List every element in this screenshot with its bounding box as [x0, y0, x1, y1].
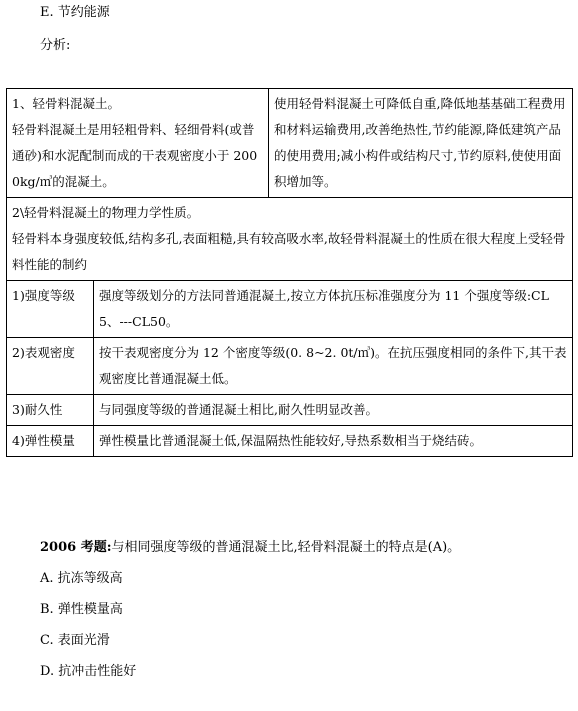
- property-label: 1)强度等级: [7, 281, 94, 338]
- answer-option-d: D. 抗冲击性能好: [40, 664, 137, 679]
- answer-option-b: B. 弹性模量高: [40, 602, 123, 617]
- analysis-table: [6, 88, 573, 457]
- section-1-body: 轻骨料混凝土是用轻粗骨料、轻细骨料(或普通砂)和水泥配制而成的干表观密度小于 2000kg/㎥的混凝土。: [12, 122, 258, 189]
- section-2-title: 2\轻骨料混凝土的物理力学性质。: [12, 205, 200, 220]
- question-line: [40, 540, 460, 556]
- answer-option-a: A. 抗冻等级高: [40, 571, 123, 586]
- question-prefix: 2006 考题:: [40, 540, 112, 555]
- property-label: 3)耐久性: [7, 395, 94, 426]
- section-1-title: 1、轻骨料混凝土。: [12, 96, 120, 111]
- physical-properties-cell: [7, 198, 573, 281]
- property-label: 2)表观密度: [7, 338, 94, 395]
- property-description: 与同强度等级的普通混凝土相比,耐久性明显改善。: [94, 395, 573, 426]
- table-row: [7, 198, 573, 281]
- property-label: 4)弹性模量: [7, 426, 94, 457]
- section-2-body: 轻骨料本身强度较低,结构多孔,表面粗糙,具有较高吸水率,故轻骨料混凝土的性质在很大程度上受轻骨料性能的制约: [12, 231, 566, 272]
- table-row: [7, 281, 573, 338]
- property-description: 强度等级划分的方法同普通混凝土,按立方体抗压标准强度分为 11 个强度等级:CL5、---CL50。: [94, 281, 573, 338]
- lightweight-concrete-benefits-cell: [269, 89, 573, 198]
- benefits-text: 使用轻骨料混凝土可降低自重,降低地基基础工程费用和材料运输费用,改善绝热性,节约能源,降低建筑产品的使用费用;减小构件或结构尺寸,节约原料,使使用面积增加等。: [274, 96, 566, 189]
- question-text: 与相同强度等级的普通混凝土比,轻骨料混凝土的特点是(A)。: [111, 540, 461, 555]
- property-description: 按干表观密度分为 12 个密度等级(0. 8~2. 0t/㎥)。在抗压强度相同的条件下,其干表观密度比普通混凝土低。: [94, 338, 573, 395]
- table-row: [7, 89, 573, 198]
- analysis-label: 分析:: [40, 38, 71, 53]
- property-description: 弹性模量比普通混凝土低,保温隔热性能较好,导热系数相当于烧结砖。: [94, 426, 573, 457]
- table-row: [7, 338, 573, 395]
- table-row: [7, 395, 573, 426]
- table-row: [7, 426, 573, 457]
- answer-option-c: C. 表面光滑: [40, 633, 110, 648]
- lightweight-concrete-definition-cell: [7, 89, 269, 198]
- option-e: E. 节约能源: [40, 5, 110, 20]
